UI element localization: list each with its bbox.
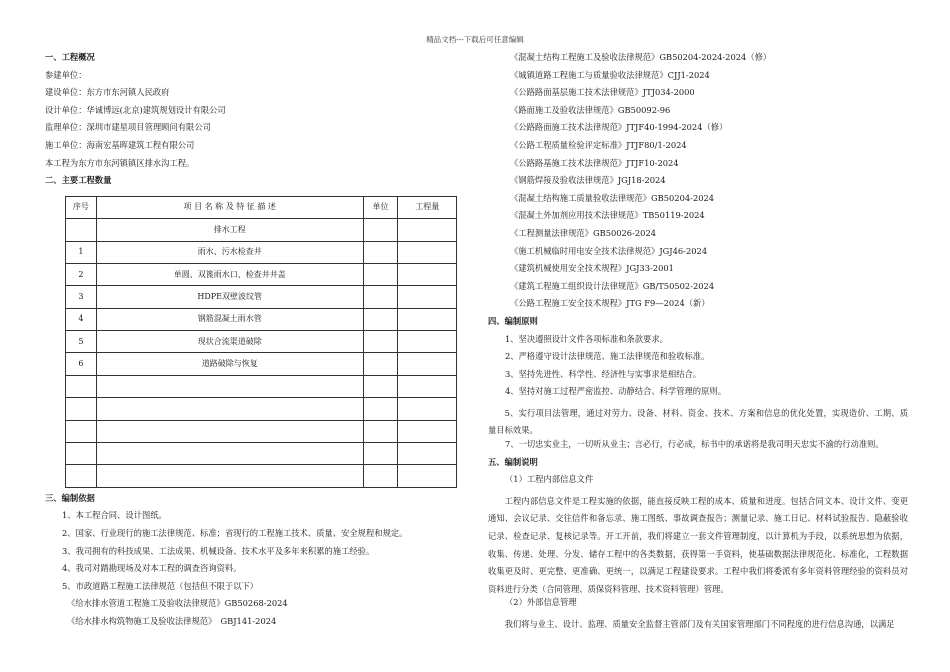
- principle-item: 2、严格遵守设计法律规范、施工法律规范和验收标准。: [505, 351, 710, 362]
- standard-item: 《混凝土结构工程施工及验收法律规范》GB50204-2024-2024（修）: [510, 52, 772, 62]
- basis-item: 2、国家、行业现行的施工法律规范、标准；省现行的工程施工技术、质量、安全规程和规定。: [62, 528, 408, 539]
- cell-quantity: [398, 263, 457, 285]
- basis-item: 4、我司对踏勘现场及对本工程的调查咨询资料。: [62, 563, 242, 574]
- cell-no: 5: [66, 331, 97, 353]
- project-description: 本工程为东方市东河镇镇区排水沟工程。: [45, 157, 195, 168]
- cell-unit: [363, 219, 398, 241]
- col-header-no: 序号: [66, 196, 97, 218]
- standard-item: 《路面施工及验收法律规范》GB50092-96: [510, 104, 671, 115]
- cell-quantity: [398, 443, 457, 465]
- cell-description: [96, 420, 363, 442]
- col-header-quantity: 工程量: [398, 196, 457, 218]
- table-row: [66, 420, 457, 442]
- cell-unit: [363, 398, 398, 420]
- standard-item: 《建筑机械使用安全技术规程》JGJ33-2001: [510, 263, 674, 274]
- table-row: [66, 286, 457, 308]
- cell-no: [66, 398, 97, 420]
- cell-unit: [363, 375, 398, 397]
- standard-item: 《建筑工程施工组织设计法律规范》GB/T50502-2024: [510, 280, 715, 291]
- left-column: [45, 53, 445, 635]
- participants-label: 参建单位：: [45, 69, 87, 80]
- cell-unit: [363, 286, 398, 308]
- cell-unit: [363, 263, 398, 285]
- cell-description: 排水工程: [96, 219, 363, 241]
- standard-item: 《公路工程施工安全技术规程》JTG F9—2024（新）: [510, 298, 710, 309]
- cell-quantity: [398, 420, 457, 442]
- cell-unit: [363, 420, 398, 442]
- col-header-description: 项 目 名 称 及 特 征 描 述: [96, 196, 363, 218]
- table-row: [66, 263, 457, 285]
- principle-item: 1、坚决遵照设计文件各项标准和条款要求。: [505, 333, 668, 344]
- table-row: [66, 465, 457, 487]
- subsection-1-paragraph: 工程内部信息文件是工程实施的依据，能直接反映工程的成本、质量和进度。包括合同文本、设计文件、变更通知、会议记录、交往信件和备忘录、施工图纸、事故调查报告；测量记录、施工日记、材料试验报告、隐蔽验收记录、检查记录、复核记录等。开工开前，我们将建立一套文件管理制度，以计算机为手段，以系统思想为依据，收集、传递、处理、分发、储存工程中的各类数据，获得第一手资料，使基础数据法律规范化、标准化，工程数据收集更及时、更完整、更准确、更统一，以满足工程建设要求。工程中我们将委派有多年资料管理经验的资料员对资料进行分类（合同管理、质保资料管理、技术资料管理）管理。: [488, 495, 908, 594]
- design-unit: 设计单位：华诚博远(北京)建筑规划设计有限公司: [45, 104, 226, 115]
- standard-item: 《钢筋焊接及验收法律规范》JGJ18-2024: [510, 175, 666, 186]
- cell-no: 2: [66, 263, 97, 285]
- cell-description: [96, 465, 363, 487]
- standard-item: 《混凝土结构施工质量验收法律规范》GB50204-2024: [510, 192, 715, 203]
- cell-unit: [363, 353, 398, 375]
- table-row: [66, 375, 457, 397]
- col-header-unit: 单位: [363, 196, 398, 218]
- section-3-title: 三、编制依据: [45, 492, 95, 503]
- owner-unit: 建设单位：东方市东河镇人民政府: [45, 87, 170, 98]
- standard-item: 《公路工程质量检验评定标准》JTJF80/1-2024: [510, 139, 687, 150]
- cell-quantity: [398, 331, 457, 353]
- cell-description: 单圆、双篦雨水口、检查井井盖: [96, 263, 363, 285]
- cell-no: [66, 420, 97, 442]
- header-note: 精品文档---下载后可任意编辑: [426, 35, 524, 44]
- standard-item: 《混凝土外加剂应用技术法律规范》TB50119-2024: [510, 210, 705, 221]
- supervision-unit: 监理单位：深圳市建星项目管理顾问有限公司: [45, 122, 211, 133]
- section-1-title: 一、工程概况: [45, 52, 95, 62]
- basis-item: 3、我司拥有的科技成果、工法成果、机械设备、技术水平及多年来积累的施工经验。: [62, 545, 375, 556]
- cell-description: 雨水、污水检查井: [96, 241, 363, 263]
- standard-item: 《施工机械临时用电安全技术法律规范》JGJ46-2024: [510, 245, 708, 256]
- cell-no: [66, 219, 97, 241]
- quantity-table: [65, 196, 457, 488]
- basis-item: 1、本工程合同、设计图纸。: [62, 510, 167, 521]
- table-row: [66, 353, 457, 375]
- principle-item: 3、坚持先进性、科学性、经济性与实事求是相结合。: [505, 368, 702, 379]
- section-2-title: 二、主要工程数量: [45, 175, 112, 186]
- table-row: [66, 241, 457, 263]
- cell-description: 现状合流渠道破除: [96, 331, 363, 353]
- table-row: [66, 443, 457, 465]
- table-row: [66, 219, 457, 241]
- standard-item: 《给水排水管道工程施工及验收法律规范》GB50268-2024: [67, 598, 288, 609]
- subsection-2-paragraph: 我们将与业主、设计、监理、质量安全监督主管部门及有关国家管理部门不同程度的进行信息沟通，以满足: [504, 619, 895, 629]
- cell-quantity: [398, 308, 457, 330]
- cell-quantity: [398, 398, 457, 420]
- cell-unit: [363, 331, 398, 353]
- standard-item: 《公路路面基层施工技术法律规范》JTJ034-2000: [510, 87, 695, 98]
- subsection-1-title: （1）工程内部信息文件: [505, 474, 594, 485]
- table-row: [66, 308, 457, 330]
- cell-unit: [363, 241, 398, 263]
- standard-item: 《公路路基施工技术法律规范》JTJF10-2024: [510, 157, 679, 168]
- cell-description: [96, 398, 363, 420]
- standard-item: 《城镇道路工程施工与质量验收法律规范》CJJ1-2024: [510, 69, 710, 80]
- subsection-2-title: （2）外部信息管理: [505, 597, 577, 608]
- construction-unit: 施工单位：海南宏基晖建筑工程有限公司: [45, 139, 195, 150]
- cell-unit: [363, 308, 398, 330]
- cell-unit: [363, 465, 398, 487]
- right-column: [488, 53, 908, 634]
- cell-no: [66, 443, 97, 465]
- section-4-title: 四、编制原则: [488, 315, 538, 326]
- cell-no: 4: [66, 308, 97, 330]
- cell-no: 1: [66, 241, 97, 263]
- cell-quantity: [398, 219, 457, 241]
- table-row: [66, 398, 457, 420]
- cell-description: 道路破除与恢复: [96, 353, 363, 375]
- section-5-title: 五、编制说明: [488, 456, 538, 467]
- cell-unit: [363, 443, 398, 465]
- standard-item: 《给水排水构筑物施工及验收法律规范》 GBJ141-2024: [67, 615, 277, 626]
- cell-no: [66, 465, 97, 487]
- cell-no: 6: [66, 353, 97, 375]
- cell-description: [96, 375, 363, 397]
- cell-no: 3: [66, 286, 97, 308]
- standard-item: 《公路路面施工技术法律规范》JTJF40-1994-2024（修）: [510, 122, 728, 133]
- basis-item: 5、市政道路工程施工法律规范（包括但不限于以下）: [62, 580, 259, 591]
- cell-quantity: [398, 241, 457, 263]
- cell-description: HDPE双壁波纹管: [96, 286, 363, 308]
- cell-quantity: [398, 353, 457, 375]
- cell-no: [66, 375, 97, 397]
- cell-quantity: [398, 286, 457, 308]
- principle-item: 5、实行项目法管理，通过对劳力、设备、材料、资金、技术、方案和信息的优化处置，实现造价、工期、质量目标效果。: [488, 407, 908, 436]
- table-row: [66, 331, 457, 353]
- standard-item: 《工程测量法律规范》GB50026-2024: [510, 227, 657, 238]
- principle-item: 7、一切忠实业主，一切听从业主；言必行，行必成，标书中的承诺将是我司明天忠实不渝的行动准则。: [505, 439, 884, 450]
- cell-description: [96, 443, 363, 465]
- cell-description: 钢筋混凝土雨水管: [96, 308, 363, 330]
- cell-quantity: [398, 465, 457, 487]
- principle-item: 4、坚持对施工过程严密监控、动静结合、科学管理的原则。: [505, 386, 726, 397]
- table-header-row: [66, 196, 457, 218]
- cell-quantity: [398, 375, 457, 397]
